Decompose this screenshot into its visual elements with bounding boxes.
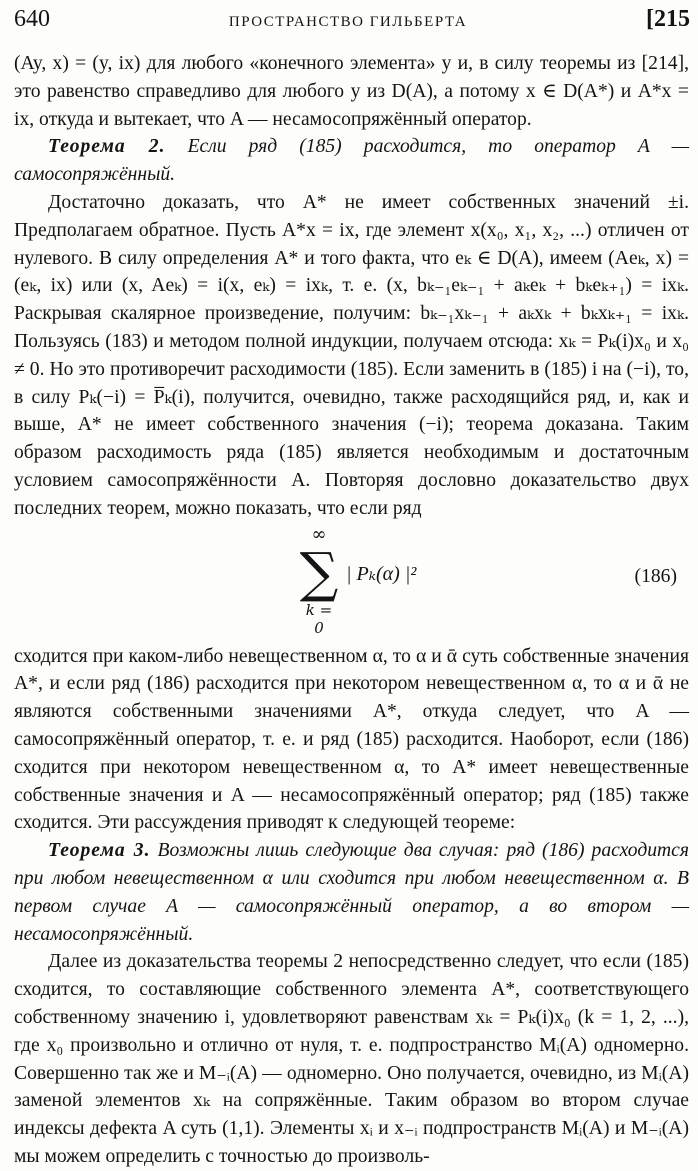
page-body	[14, 50, 689, 1171]
formula-expression: | Pₖ(α) |²	[346, 562, 417, 585]
theorem-3-text: Возможны лишь следующие два случая: ряд (186) расходится при любом невещественном α или сходится при любом невещественном α. В первом случае A — самосопряжённый оператор, а во втором — несамосопряжённый.	[14, 840, 689, 945]
paragraph-1: (Ay, x) = (y, ix) для любого «конечного элемента» y и, в силу теоремы из [214], это равенство справедливо для любого y из D(A), а потому x ∈ D(A*) и A*x = ix, откуда и вытекает, что A — несамосопряжённый оператор.	[14, 53, 689, 130]
equation-number: (186)	[634, 565, 677, 587]
page-header	[14, 6, 690, 40]
paragraph-3: сходится при каком-либо невещественном α, то α и ᾱ суть собственные значения A*, и если ряд (186) расходится при некотором невещественном α, то α и ᾱ не являются собственными значениями A*, откуда следует, что A — самосопряжённый оператор, т. е. и ряд (185) расходится. Наоборот, если (186) сходится при некотором невещественном α, то A* имеет невещественные собственные значения и A — несамосопряжённый оператор; ряд (185) также сходится. Эти рассуждения приводят к следующей теореме:	[14, 645, 689, 834]
section-number: [215	[645, 6, 690, 32]
paragraph-4: Далее из доказательства теоремы 2 непосредственно следует, что если (185) сходится, то составляющие собственного элемента A*, соответствующего собственному значению i, удовлетворяют равенствам xₖ = Pₖ(i)x₀ (k = 1, 2, ...), где x₀ произвольно и отлично от нуля, т. е. подпространство Mᵢ(A) одномерно. Совершенно так же и M₋ᵢ(A) — одномерно. Оно получается, очевидно, из Mᵢ(A) заменой элементов xₖ на сопряжённые. Таким образом во втором случае индексы дефекта A суть (1,1). Элементы xᵢ и x₋ᵢ подпространств Mᵢ(A) и M₋ᵢ(A) мы можем определить с точностью до произволь-	[14, 951, 689, 1167]
summation	[299, 525, 339, 637]
sum-upper-limit: ∞	[311, 523, 327, 545]
running-title: ПРОСТРАНСТВО ГИЛЬБЕРТА	[228, 14, 468, 30]
formula-186	[14, 525, 689, 637]
theorem-2	[14, 133, 689, 189]
theorem-3	[14, 837, 689, 948]
theorem-2-text: Если ряд (185) расходится, то оператор A — самосопряжённый.	[14, 136, 689, 186]
sum-sign: ∑	[299, 540, 339, 604]
page-number: 640	[14, 6, 50, 32]
paragraph-2: Достаточно доказать, что A* не имеет собственных значений ±i. Предполагаем обратное. Пусть A*x = ix, где элемент x(x₀, x₁, x₂, ...) отличен от нулевого. В силу определения A* и того факта, что eₖ ∈ D(A), имеем (Aeₖ, x) = (eₖ, ix) или (x, Aeₖ) = i(x, eₖ) = ixₖ, т. е. (x, bₖ₋₁eₖ₋₁ + aₖeₖ + bₖeₖ₊₁) = ixₖ. Раскрывая скалярное произведение, получим: bₖ₋₁xₖ₋₁ + aₖxₖ + bₖxₖ₊₁ = ixₖ. Пользуясь (183) и методом полной индукции, получаем отсюда: xₖ = Pₖ(i)x₀ и x₀ ≠ 0. Но это противоречит расходимости (185). Если заменить в (185) i на (−i), то, в силу Pₖ(−i) = P̅ₖ(i), получится, очевидно, также расходящийся ряд, и, как и выше, A* не имеет собственного значения (−i); теорема доказана. Таким образом расходимость ряда (185) является необходимым и достаточным условием самосопряжённости A. Повторяя дословно доказательство двух последних теорем, можно показать, что если ряд	[14, 191, 689, 519]
theorem-2-label: Теорема 2.	[48, 136, 166, 158]
theorem-3-label: Теорема 3.	[48, 840, 151, 862]
sum-lower-limit: k = 0	[305, 600, 333, 637]
